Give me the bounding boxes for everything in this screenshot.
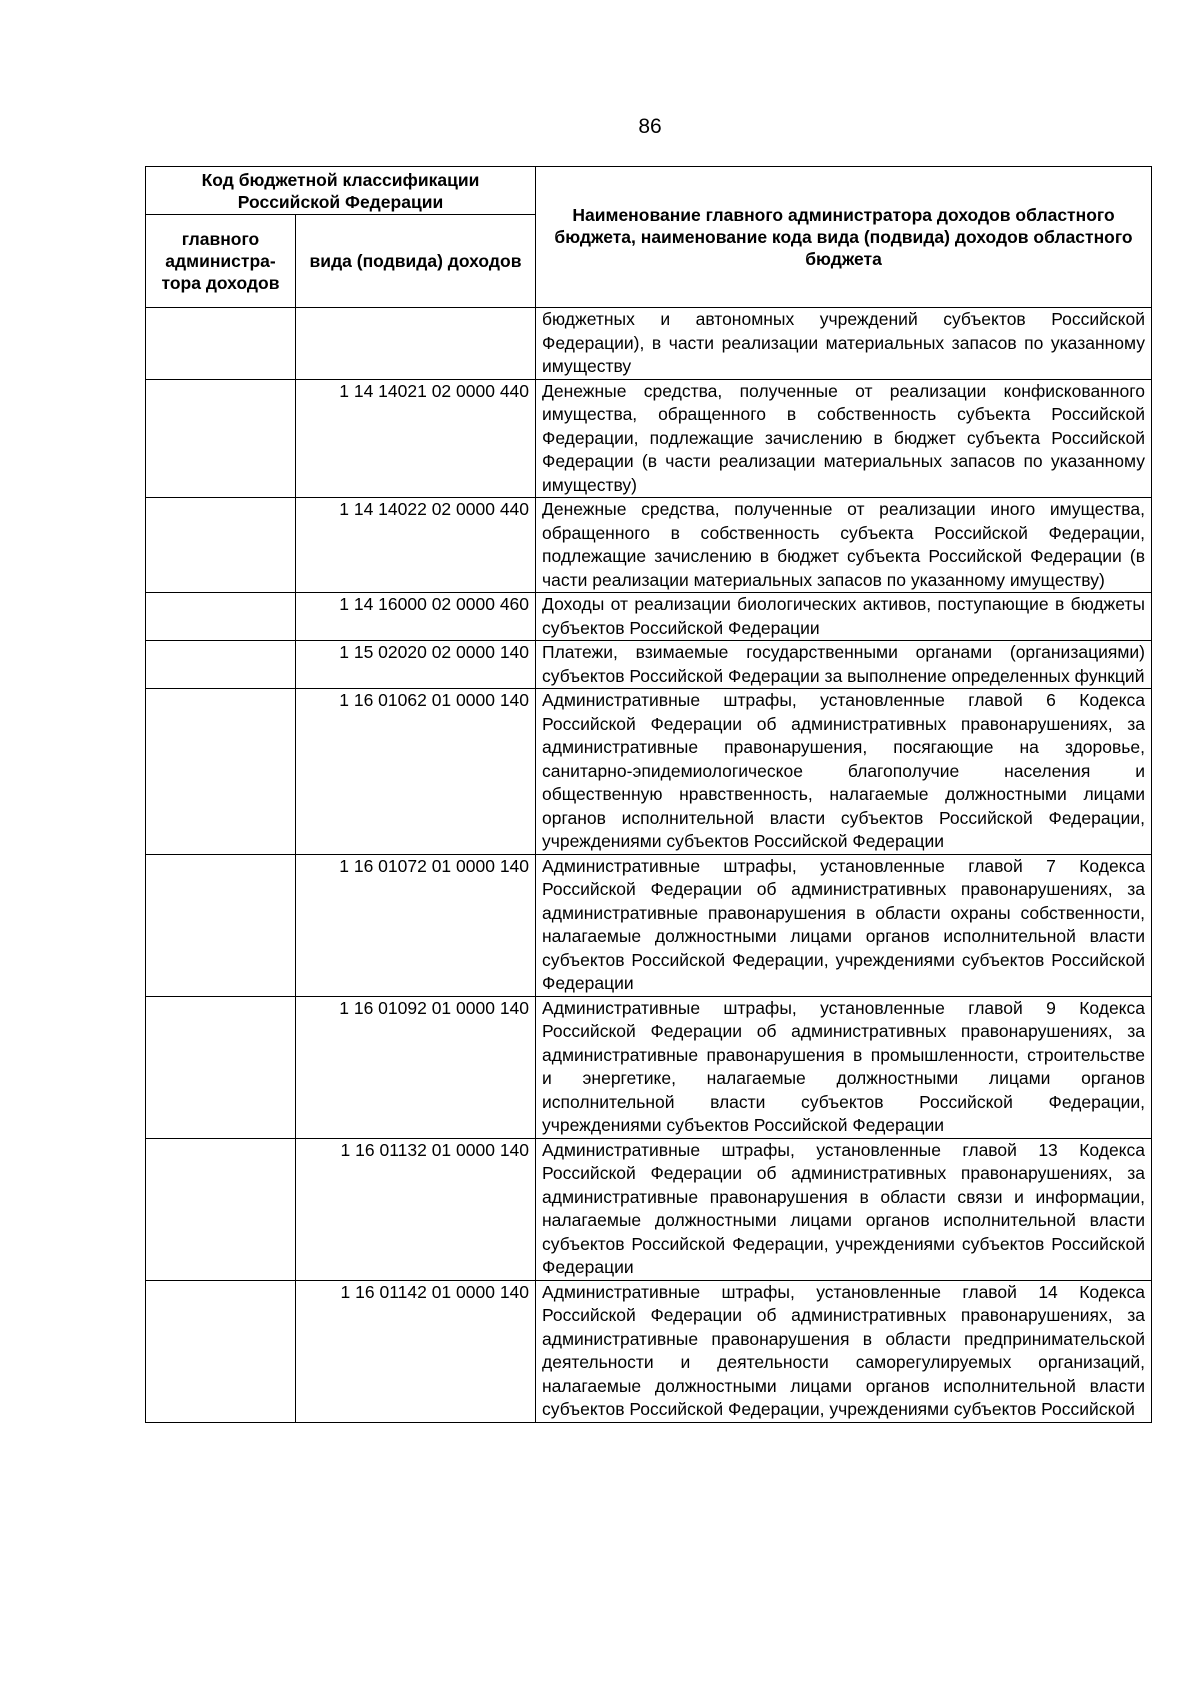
income-code-cell: 1 16 01142 01 0000 140 — [296, 1280, 536, 1422]
table-row — [146, 689, 1152, 855]
admin-code-cell — [146, 641, 296, 689]
admin-code-cell — [146, 1280, 296, 1422]
admin-code-cell — [146, 996, 296, 1138]
income-code-cell: 1 14 14021 02 0000 440 — [296, 379, 536, 498]
admin-code-cell — [146, 498, 296, 593]
table-row — [146, 593, 1152, 641]
income-code-cell: 1 16 01092 01 0000 140 — [296, 996, 536, 1138]
table-header — [146, 167, 1152, 308]
admin-code-cell — [146, 854, 296, 996]
income-name-cell: Административные штрафы, установленные главой 14 Кодекса Российской Федерации об административных правонарушениях, за административные правонарушения в области предпринимательской деятельности и деятельности саморегулируемых организаций, налагаемые должностными лицами органов исполнительной власти субъектов Российской Федерации, учреждениями субъектов Российской — [536, 1280, 1152, 1422]
header-classification-code: Код бюджетной классификации Российской Федерации — [146, 167, 536, 215]
income-code-cell: 1 16 01062 01 0000 140 — [296, 689, 536, 855]
table-row — [146, 854, 1152, 996]
income-name-cell: Административные штрафы, установленные главой 7 Кодекса Российской Федерации об административных правонарушениях, за административные правонарушения в области охраны собственности, налагаемые должностными лицами органов исполнительной власти субъектов Российской Федерации, учреждениями субъектов Российской Федерации — [536, 854, 1152, 996]
header-chief-admin: главного администра-тора доходов — [146, 215, 296, 308]
header-admin-name: Наименование главного администратора доходов областного бюджета, наименование кода вида (подвида) доходов областного бюджета — [536, 167, 1152, 308]
page-number: 86 — [638, 115, 662, 138]
table-body — [146, 308, 1152, 1423]
income-code-cell: 1 16 01072 01 0000 140 — [296, 854, 536, 996]
table-row — [146, 996, 1152, 1138]
table-row — [146, 308, 1152, 380]
admin-code-cell — [146, 593, 296, 641]
table-row — [146, 641, 1152, 689]
income-name-cell: Платежи, взимаемые государственными органами (организациями) субъектов Российской Федерации за выполнение определенных функций — [536, 641, 1152, 689]
income-code-cell: 1 14 14022 02 0000 440 — [296, 498, 536, 593]
income-code-cell: 1 14 16000 02 0000 460 — [296, 593, 536, 641]
table-row — [146, 379, 1152, 498]
income-name-cell: Доходы от реализации биологических активов, поступающие в бюджеты субъектов Российской Федерации — [536, 593, 1152, 641]
income-name-cell: бюджетных и автономных учреждений субъектов Российской Федерации), в части реализации материальных запасов по указанному имуществу — [536, 308, 1152, 380]
income-name-cell: Денежные средства, полученные от реализации иного имущества, обращенного в собственность субъекта Российской Федерации, подлежащие зачислению в бюджет субъекта Российской Федерации (в части реализации материальных запасов по указанному имуществу) — [536, 498, 1152, 593]
income-name-cell: Административные штрафы, установленные главой 13 Кодекса Российской Федерации об административных правонарушениях, за административные правонарушения в области связи и информации, налагаемые должностными лицами органов исполнительной власти субъектов Российской Федерации, учреждениями субъектов Российской Федерации — [536, 1138, 1152, 1280]
table-row — [146, 498, 1152, 593]
admin-code-cell — [146, 689, 296, 855]
header-income-type: вида (подвида) доходов — [296, 215, 536, 308]
income-code-cell: 1 16 01132 01 0000 140 — [296, 1138, 536, 1280]
admin-code-cell — [146, 1138, 296, 1280]
table-row — [146, 1280, 1152, 1422]
income-name-cell: Денежные средства, полученные от реализации конфискованного имущества, обращенного в собственность субъекта Российской Федерации, подлежащие зачислению в бюджет субъекта Российской Федерации (в части реализации материальных запасов по указанному имуществу) — [536, 379, 1152, 498]
admin-code-cell — [146, 308, 296, 380]
budget-classification-table — [145, 166, 1152, 1423]
table-row — [146, 1138, 1152, 1280]
income-code-cell: 1 15 02020 02 0000 140 — [296, 641, 536, 689]
income-name-cell: Административные штрафы, установленные главой 6 Кодекса Российской Федерации об административных правонарушениях, за административные правонарушения, посягающие на здоровье, санитарно-эпидемиологическое благополучие населения и общественную нравственность, налагаемые должностными лицами органов исполнительной власти субъектов Российской Федерации, учреждениями субъектов Российской Федерации — [536, 689, 1152, 855]
income-code-cell — [296, 308, 536, 380]
admin-code-cell — [146, 379, 296, 498]
income-name-cell: Административные штрафы, установленные главой 9 Кодекса Российской Федерации об административных правонарушениях, за административные правонарушения в промышленности, строительстве и энергетике, налагаемые должностными лицами органов исполнительной власти субъектов Российской Федерации, учреждениями субъектов Российской Федерации — [536, 996, 1152, 1138]
